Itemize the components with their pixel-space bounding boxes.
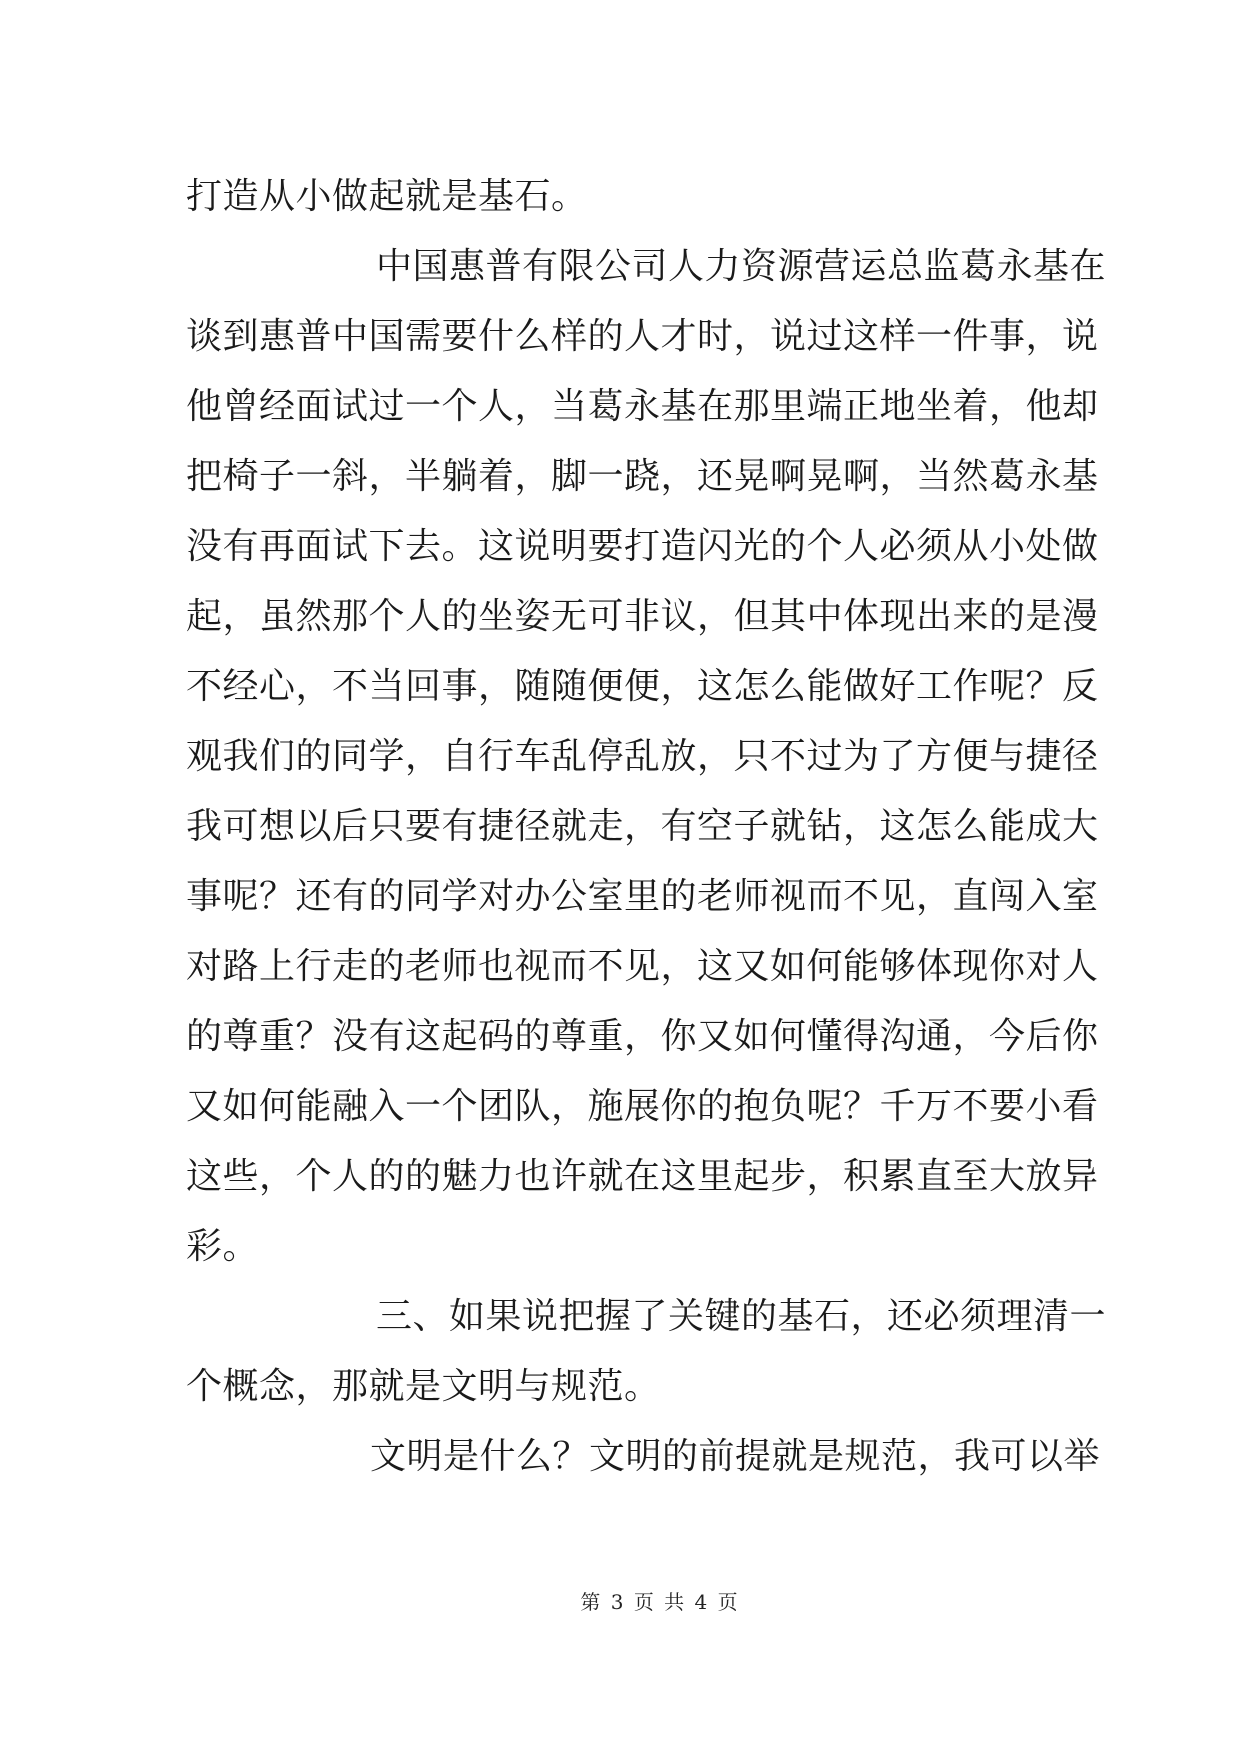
text-line: 起，虽然那个人的坐姿无可非议，但其中体现出来的是漫 <box>186 596 1099 637</box>
text-line: 谈到惠普中国需要什么样的人才时，说过这样一件事，说 <box>186 316 1099 357</box>
text-line: 彩。 <box>186 1226 260 1267</box>
page-footer <box>0 1586 1240 1615</box>
text-line: 没有再面试下去。这说明要打造闪光的个人必须从小处做 <box>186 526 1099 567</box>
text-line: 三、如果说把握了关键的基石，还必须理清一 <box>376 1296 1107 1337</box>
text-line: 他曾经面试过一个人，当葛永基在那里端正地坐着，他却 <box>186 386 1099 427</box>
text-line: 不经心，不当回事，随随便便，这怎么能做好工作呢？反 <box>186 666 1099 707</box>
text-line: 事呢？还有的同学对办公室里的老师视而不见，直闯入室 <box>186 876 1099 917</box>
text-line: 打造从小做起就是基石。 <box>186 176 588 217</box>
text-line: 我可想以后只要有捷径就走，有空子就钻，这怎么能成大 <box>186 806 1099 847</box>
text-line: 对路上行走的老师也视而不见，这又如何能够体现你对人 <box>186 946 1099 987</box>
text-line: 把椅子一斜，半躺着，脚一跷，还晃啊晃啊，当然葛永基 <box>186 456 1099 497</box>
text-line: 中国惠普有限公司人力资源营运总监葛永基在 <box>376 246 1107 287</box>
text-line: 又如何能融入一个团队，施展你的抱负呢？千万不要小看 <box>186 1086 1099 1127</box>
page-number: 第 3 页 共 4 页 <box>580 1590 740 1614</box>
body-text <box>186 168 1107 1486</box>
text-line: 个概念，那就是文明与规范。 <box>186 1366 661 1407</box>
text-line: 这些，个人的的魅力也许就在这里起步，积累直至大放异 <box>186 1156 1099 1197</box>
text-line: 的尊重？没有这起码的尊重，你又如何懂得沟通，今后你 <box>186 1016 1099 1057</box>
text-line: 观我们的同学，自行车乱停乱放，只不过为了方便与捷径 <box>186 736 1099 777</box>
text-line: 文明是什么？文明的前提就是规范，我可以举 <box>370 1436 1101 1477</box>
